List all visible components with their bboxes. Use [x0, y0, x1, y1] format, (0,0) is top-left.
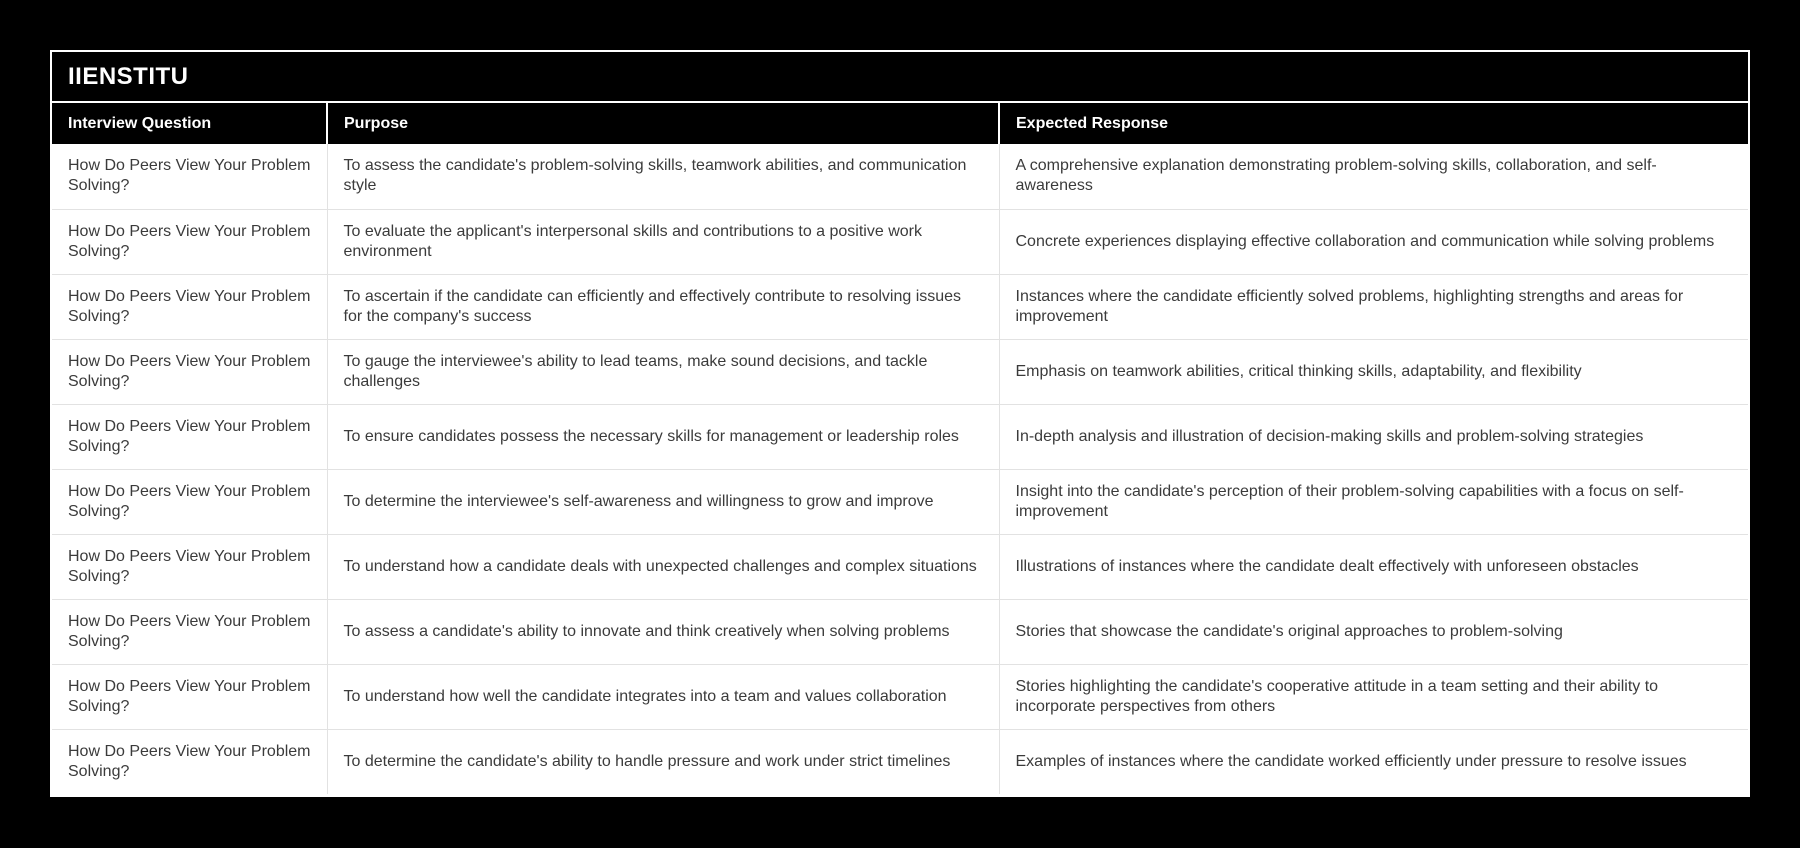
cell-purpose: To ensure candidates possess the necessary skills for management or leadership roles: [327, 404, 999, 469]
interview-table: [52, 103, 1748, 794]
cell-interview-question: How Do Peers View Your Problem Solving?: [52, 729, 327, 794]
cell-interview-question: How Do Peers View Your Problem Solving?: [52, 404, 327, 469]
cell-interview-question: How Do Peers View Your Problem Solving?: [52, 469, 327, 534]
cell-expected-response: Concrete experiences displaying effective collaboration and communication while solving problems: [999, 209, 1748, 274]
cell-expected-response: Stories that showcase the candidate's original approaches to problem-solving: [999, 599, 1748, 664]
table-row: [52, 209, 1748, 274]
table-row: [52, 469, 1748, 534]
cell-interview-question: How Do Peers View Your Problem Solving?: [52, 599, 327, 664]
table-row: [52, 729, 1748, 794]
interview-table-frame: [50, 50, 1750, 797]
cell-interview-question: How Do Peers View Your Problem Solving?: [52, 274, 327, 339]
cell-purpose: To determine the candidate's ability to handle pressure and work under strict timelines: [327, 729, 999, 794]
cell-expected-response: Illustrations of instances where the candidate dealt effectively with unforeseen obstacles: [999, 534, 1748, 599]
column-header-interview-question: Interview Question: [52, 103, 327, 144]
table-row: [52, 664, 1748, 729]
cell-interview-question: How Do Peers View Your Problem Solving?: [52, 664, 327, 729]
table-row: [52, 339, 1748, 404]
cell-purpose: To understand how a candidate deals with unexpected challenges and complex situations: [327, 534, 999, 599]
cell-purpose: To evaluate the applicant's interpersonal skills and contributions to a positive work environment: [327, 209, 999, 274]
cell-purpose: To ascertain if the candidate can efficiently and effectively contribute to resolving issues for the company's success: [327, 274, 999, 339]
cell-interview-question: How Do Peers View Your Problem Solving?: [52, 144, 327, 209]
table-row: [52, 274, 1748, 339]
brand-bar: [52, 52, 1748, 103]
table-row: [52, 534, 1748, 599]
table-row: [52, 144, 1748, 209]
cell-expected-response: Examples of instances where the candidate worked efficiently under pressure to resolve issues: [999, 729, 1748, 794]
cell-purpose: To assess a candidate's ability to innovate and think creatively when solving problems: [327, 599, 999, 664]
table-row: [52, 599, 1748, 664]
table-header-row: [52, 103, 1748, 144]
brand-title: IIENSTITU: [68, 62, 189, 90]
cell-interview-question: How Do Peers View Your Problem Solving?: [52, 339, 327, 404]
cell-expected-response: In-depth analysis and illustration of decision-making skills and problem-solving strategies: [999, 404, 1748, 469]
cell-purpose: To determine the interviewee's self-awareness and willingness to grow and improve: [327, 469, 999, 534]
cell-purpose: To understand how well the candidate integrates into a team and values collaboration: [327, 664, 999, 729]
column-header-expected-response: Expected Response: [999, 103, 1748, 144]
cell-expected-response: Emphasis on teamwork abilities, critical thinking skills, adaptability, and flexibility: [999, 339, 1748, 404]
cell-expected-response: A comprehensive explanation demonstrating problem-solving skills, collaboration, and self-awareness: [999, 144, 1748, 209]
table-row: [52, 404, 1748, 469]
cell-interview-question: How Do Peers View Your Problem Solving?: [52, 209, 327, 274]
cell-expected-response: Instances where the candidate efficiently solved problems, highlighting strengths and areas for improvement: [999, 274, 1748, 339]
table-body: [52, 144, 1748, 794]
cell-purpose: To assess the candidate's problem-solving skills, teamwork abilities, and communication style: [327, 144, 999, 209]
cell-interview-question: How Do Peers View Your Problem Solving?: [52, 534, 327, 599]
column-header-purpose: Purpose: [327, 103, 999, 144]
table-header: [52, 103, 1748, 144]
cell-purpose: To gauge the interviewee's ability to lead teams, make sound decisions, and tackle challenges: [327, 339, 999, 404]
cell-expected-response: Stories highlighting the candidate's cooperative attitude in a team setting and their ability to incorporate perspectives from others: [999, 664, 1748, 729]
cell-expected-response: Insight into the candidate's perception of their problem-solving capabilities with a focus on self-improvement: [999, 469, 1748, 534]
